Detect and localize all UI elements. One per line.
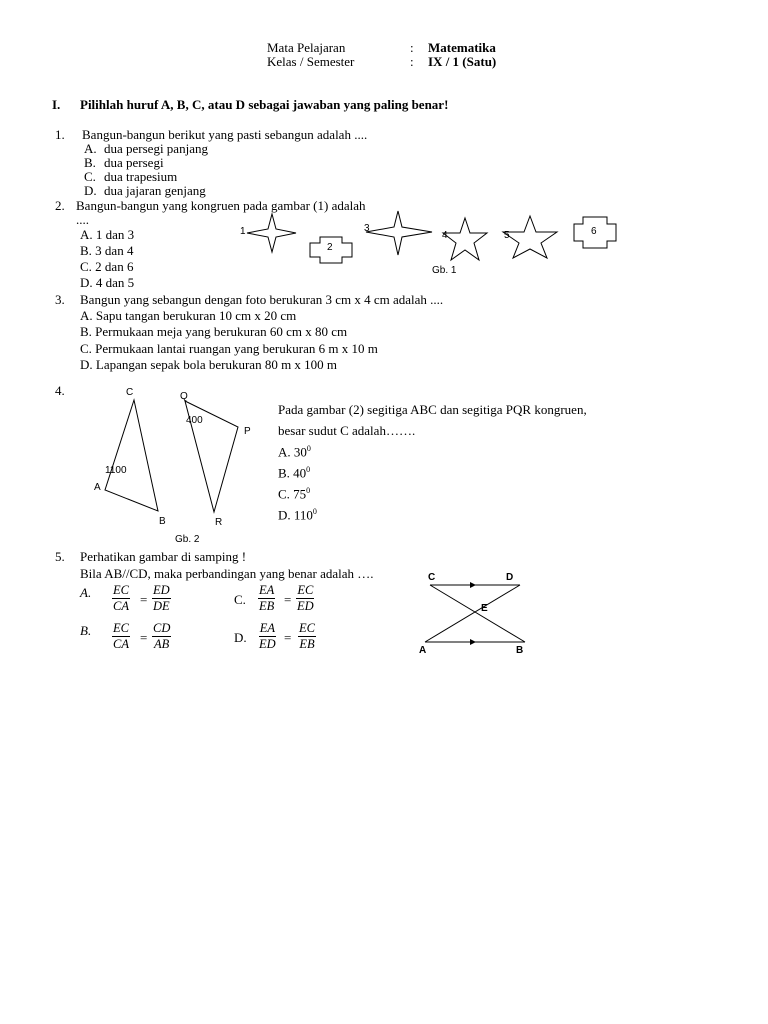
q4-option-b: B. $40^0$ bbox=[278, 465, 311, 481]
q4-text-line1: Pada gambar (2) segitiga ABC dan segitiga PQR kongruen, bbox=[278, 402, 587, 417]
fig5-label-d: D bbox=[506, 572, 514, 583]
label-b: B bbox=[159, 516, 166, 527]
shape-label-1: 1 bbox=[240, 226, 246, 237]
angle-q-label: 400 bbox=[186, 415, 203, 426]
line-db bbox=[425, 585, 520, 642]
angle-a-label: 1100 bbox=[105, 465, 127, 476]
q3-text: Bangun yang sebangun dengan foto berukuran 3 cm x 4 cm adalah .... bbox=[80, 292, 444, 307]
class-colon: : bbox=[410, 54, 414, 69]
q4-text-line2: besar sudut C adalah……. bbox=[278, 423, 416, 438]
shape-label-6: 6 bbox=[591, 226, 597, 237]
subject-value: Matematika bbox=[428, 40, 496, 55]
q5-option-d-frac1: $\frac{EA}{ED}$ bbox=[259, 621, 276, 651]
q5-option-d-equals: = bbox=[284, 630, 292, 645]
q4-number: 4. bbox=[55, 383, 65, 398]
shape-label-4: 4 bbox=[442, 230, 448, 241]
q5-option-c-letter: C. bbox=[234, 592, 246, 607]
q2-option-b: B. 3 dan 4 bbox=[80, 243, 134, 258]
q5-option-a-equals: = bbox=[140, 592, 148, 607]
q5-option-c-frac2: $\frac{EC}{ED}$ bbox=[297, 583, 314, 613]
q1-option-d-letter: D. bbox=[84, 183, 97, 198]
q5-option-b-frac2: $\frac{CD}{AB}$ bbox=[153, 621, 171, 651]
q5-option-a-frac1: $\frac{EC}{CA}$ bbox=[113, 583, 129, 613]
q2-option-a: A. 1 dan 3 bbox=[80, 227, 135, 242]
q1-option-b-text: dua persegi bbox=[104, 155, 164, 170]
q3-option-a: A. Sapu tangan berukuran 10 cm x 20 cm bbox=[80, 308, 297, 323]
q5-option-d-letter: D. bbox=[234, 630, 247, 645]
q2-number: 2. bbox=[55, 198, 65, 213]
shape-label-2: 2 bbox=[327, 242, 333, 253]
label-p: P bbox=[244, 426, 251, 437]
q3-option-d: D. Lapangan sepak bola berukuran 80 m x 100 m bbox=[80, 357, 338, 372]
fig5-label-a: A bbox=[419, 645, 427, 656]
label-a: A bbox=[94, 482, 101, 493]
q5-number: 5. bbox=[55, 549, 65, 564]
q5-option-c-equals: = bbox=[284, 592, 292, 607]
q1-option-d-text: dua jajaran genjang bbox=[104, 183, 206, 198]
section-instruction: Pilihlah huruf A, B, C, atau D sebagai jawaban yang paling benar! bbox=[80, 97, 449, 112]
q4-option-a: A. $30^0$ bbox=[278, 444, 311, 460]
q5-option-a-letter: A. bbox=[80, 585, 92, 600]
q5-option-d-frac2: $\frac{EC}{EB}$ bbox=[299, 621, 315, 651]
q3-option-c: C. Permukaan lantai ruangan yang berukuran 6 m x 10 m bbox=[80, 341, 378, 356]
q4-option-c: C. $75^0$ bbox=[278, 486, 311, 502]
q1-option-a-text: dua persegi panjang bbox=[104, 141, 208, 156]
q5-option-b-equals: = bbox=[140, 630, 148, 645]
q1-text: Bangun-bangun berikut yang pasti sebangun adalah .... bbox=[82, 127, 368, 142]
q1-option-c-letter: C. bbox=[84, 169, 96, 184]
shape-label-3: 3 bbox=[364, 223, 370, 234]
fig5-label-c: C bbox=[428, 572, 436, 583]
q3-number: 3. bbox=[55, 292, 65, 307]
q2-text-cont: .... bbox=[76, 212, 89, 227]
fig5-label-b: B bbox=[516, 645, 524, 656]
q5-option-a-frac2: $\frac{ED}{DE}$ bbox=[153, 583, 170, 613]
line-ca bbox=[430, 585, 525, 642]
label-r: R bbox=[215, 517, 223, 528]
section-number: I. bbox=[52, 97, 61, 112]
label-q: Q bbox=[180, 391, 188, 402]
shape-label-5: 5 bbox=[504, 230, 510, 241]
figure-1-caption: Gb. 1 bbox=[432, 265, 457, 276]
q1-option-b-letter: B. bbox=[84, 155, 96, 170]
q1-number: 1. bbox=[55, 127, 65, 142]
q2-option-d: D. 4 dan 5 bbox=[80, 275, 135, 290]
q1-option-a-letter: A. bbox=[84, 141, 97, 156]
subject-colon: : bbox=[410, 40, 414, 55]
q1-option-c-text: dua trapesium bbox=[104, 169, 178, 184]
q5-text-line1: Perhatikan gambar di samping ! bbox=[80, 549, 247, 564]
class-label: Kelas / Semester bbox=[267, 54, 355, 69]
q5-text-line2: Bila AB//CD, maka perbandingan yang benar adalah …. bbox=[80, 566, 374, 581]
label-c: C bbox=[126, 387, 134, 398]
q2-text: Bangun-bangun yang kongruen pada gambar (1) adalah bbox=[76, 198, 366, 213]
subject-label: Mata Pelajaran bbox=[267, 40, 346, 55]
fig5-label-e: E bbox=[481, 603, 488, 614]
class-value: IX / 1 (Satu) bbox=[428, 54, 497, 69]
q3-option-b: B. Permukaan meja yang berukuran 60 cm x 80 cm bbox=[80, 324, 348, 339]
q5-option-c-frac1: $\frac{EA}{EB}$ bbox=[259, 583, 275, 613]
figure-2-caption: Gb. 2 bbox=[175, 534, 200, 545]
q4-option-d: D. $110^0$ bbox=[278, 507, 317, 523]
q5-option-b-frac1: $\frac{EC}{CA}$ bbox=[113, 621, 129, 651]
q5-option-b-letter: B. bbox=[80, 623, 92, 638]
q2-option-c: C. 2 dan 6 bbox=[80, 259, 134, 274]
